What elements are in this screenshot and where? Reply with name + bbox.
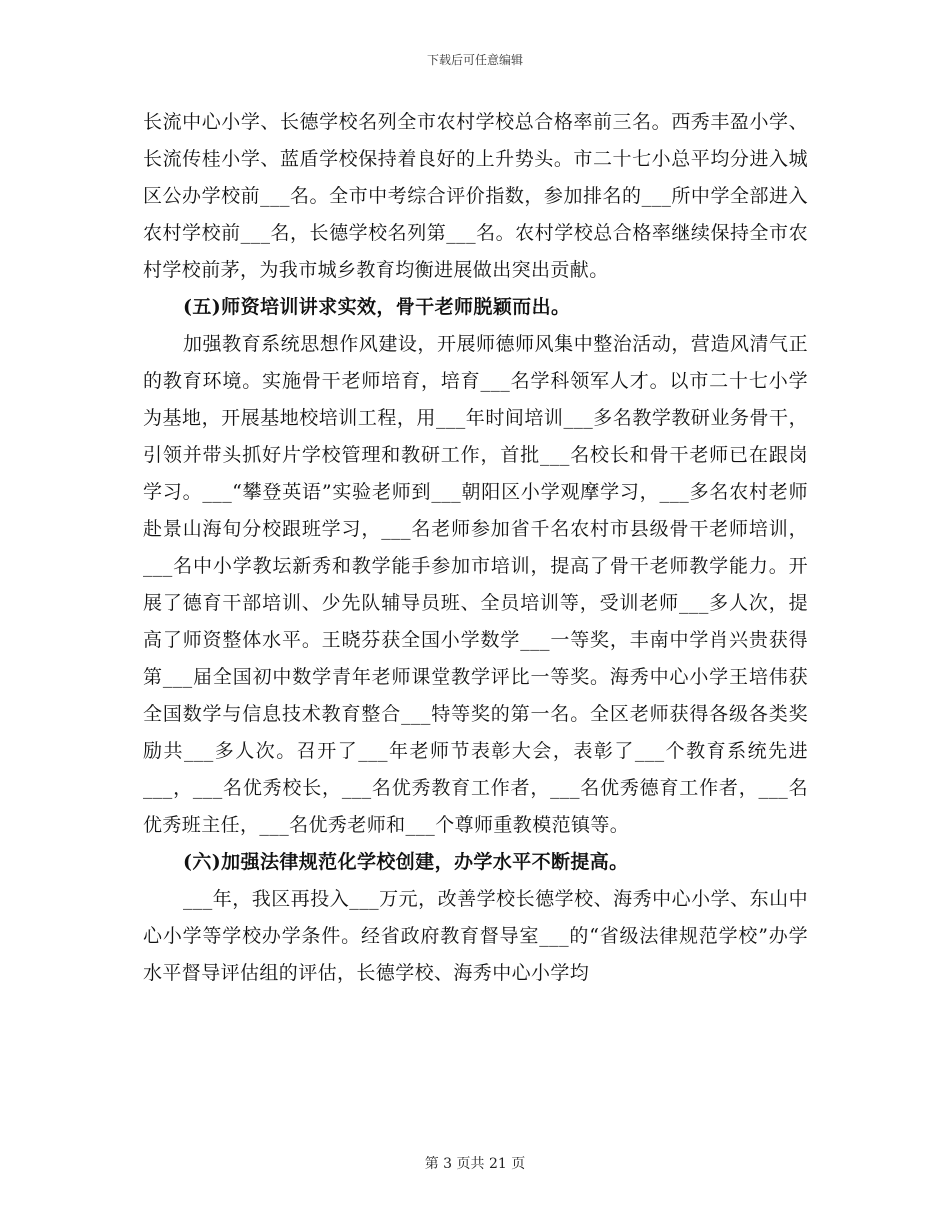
section-heading-5: (五)师资培训讲求实效，骨干老师脱颖而出。 <box>183 296 571 318</box>
paragraph-1: 长流中心小学、长德学校名列全市农村学校总合格率前三名。西秀丰盈小学、长流传桂小学、蓝盾学校保持着良好的上升势头。市二十七小总平均分进入城区公办学校前___名。全市中考综合评价指数，参加排名的___所中学全部进入农村学校前___名，长德学校名列第___名。农村学校总合格率继续保持全市农村学校前茅，为我市城乡教育均衡进展做出突出贡献。 <box>143 111 808 281</box>
page-header: 下载后可任意编辑 <box>426 53 523 67</box>
document-body <box>143 104 808 992</box>
paragraph-3: ___年，我区再投入___万元，改善学校长德学校、海秀中心小学、东山中心小学等学校办学条件。经省政府教育督导室___的“省级法律规范学校”办学水平督导评估组的评估，长德学校、海秀中心小学均 <box>143 888 808 984</box>
page-footer: 第 3 页共 21 页 <box>424 1156 526 1172</box>
paragraph-2: 加强教育系统思想作风建设，开展师德师风集中整治活动，营造风清气正的教育环境。实施骨干老师培育，培育___名学科领军人才。以市二十七小学为基地，开展基地校培训工程，用___年时间培训___多名教学教研业务骨干，引领并带头抓好片学校管理和教研工作，首批___名校长和骨干老师已在跟岗学习。___“攀登英语”实验老师到___朝阳区小学观摩学习，___多名农村老师赴景山海旬分校跟班学习，___名老师参加省千名农村市县级骨干老师培训，___名中小学教坛新秀和教学能手参加市培训，提高了骨干老师教学能力。开展了德育干部培训、少先队辅导员班、全员培训等，受训老师___多人次，提高了师资整体水平。王晓芬获全国小学数学___一等奖，丰南中学肖兴贵获得第___届全国初中数学青年老师课堂教学评比一等奖。海秀中心小学王培伟获全国数学与信息技术教育整合___特等奖的第一名。全区老师获得各级各类奖励共___多人次。召开了___年老师节表彰大会，表彰了___个教育系统先进___，___名优秀校长，___名优秀教育工作者，___名优秀德育工作者，___名优秀班主任，___名优秀老师和___个尊师重教模范镇等。 <box>143 333 808 836</box>
section-heading-6: (六)加强法律规范化学校创建，办学水平不断提高。 <box>183 851 629 873</box>
